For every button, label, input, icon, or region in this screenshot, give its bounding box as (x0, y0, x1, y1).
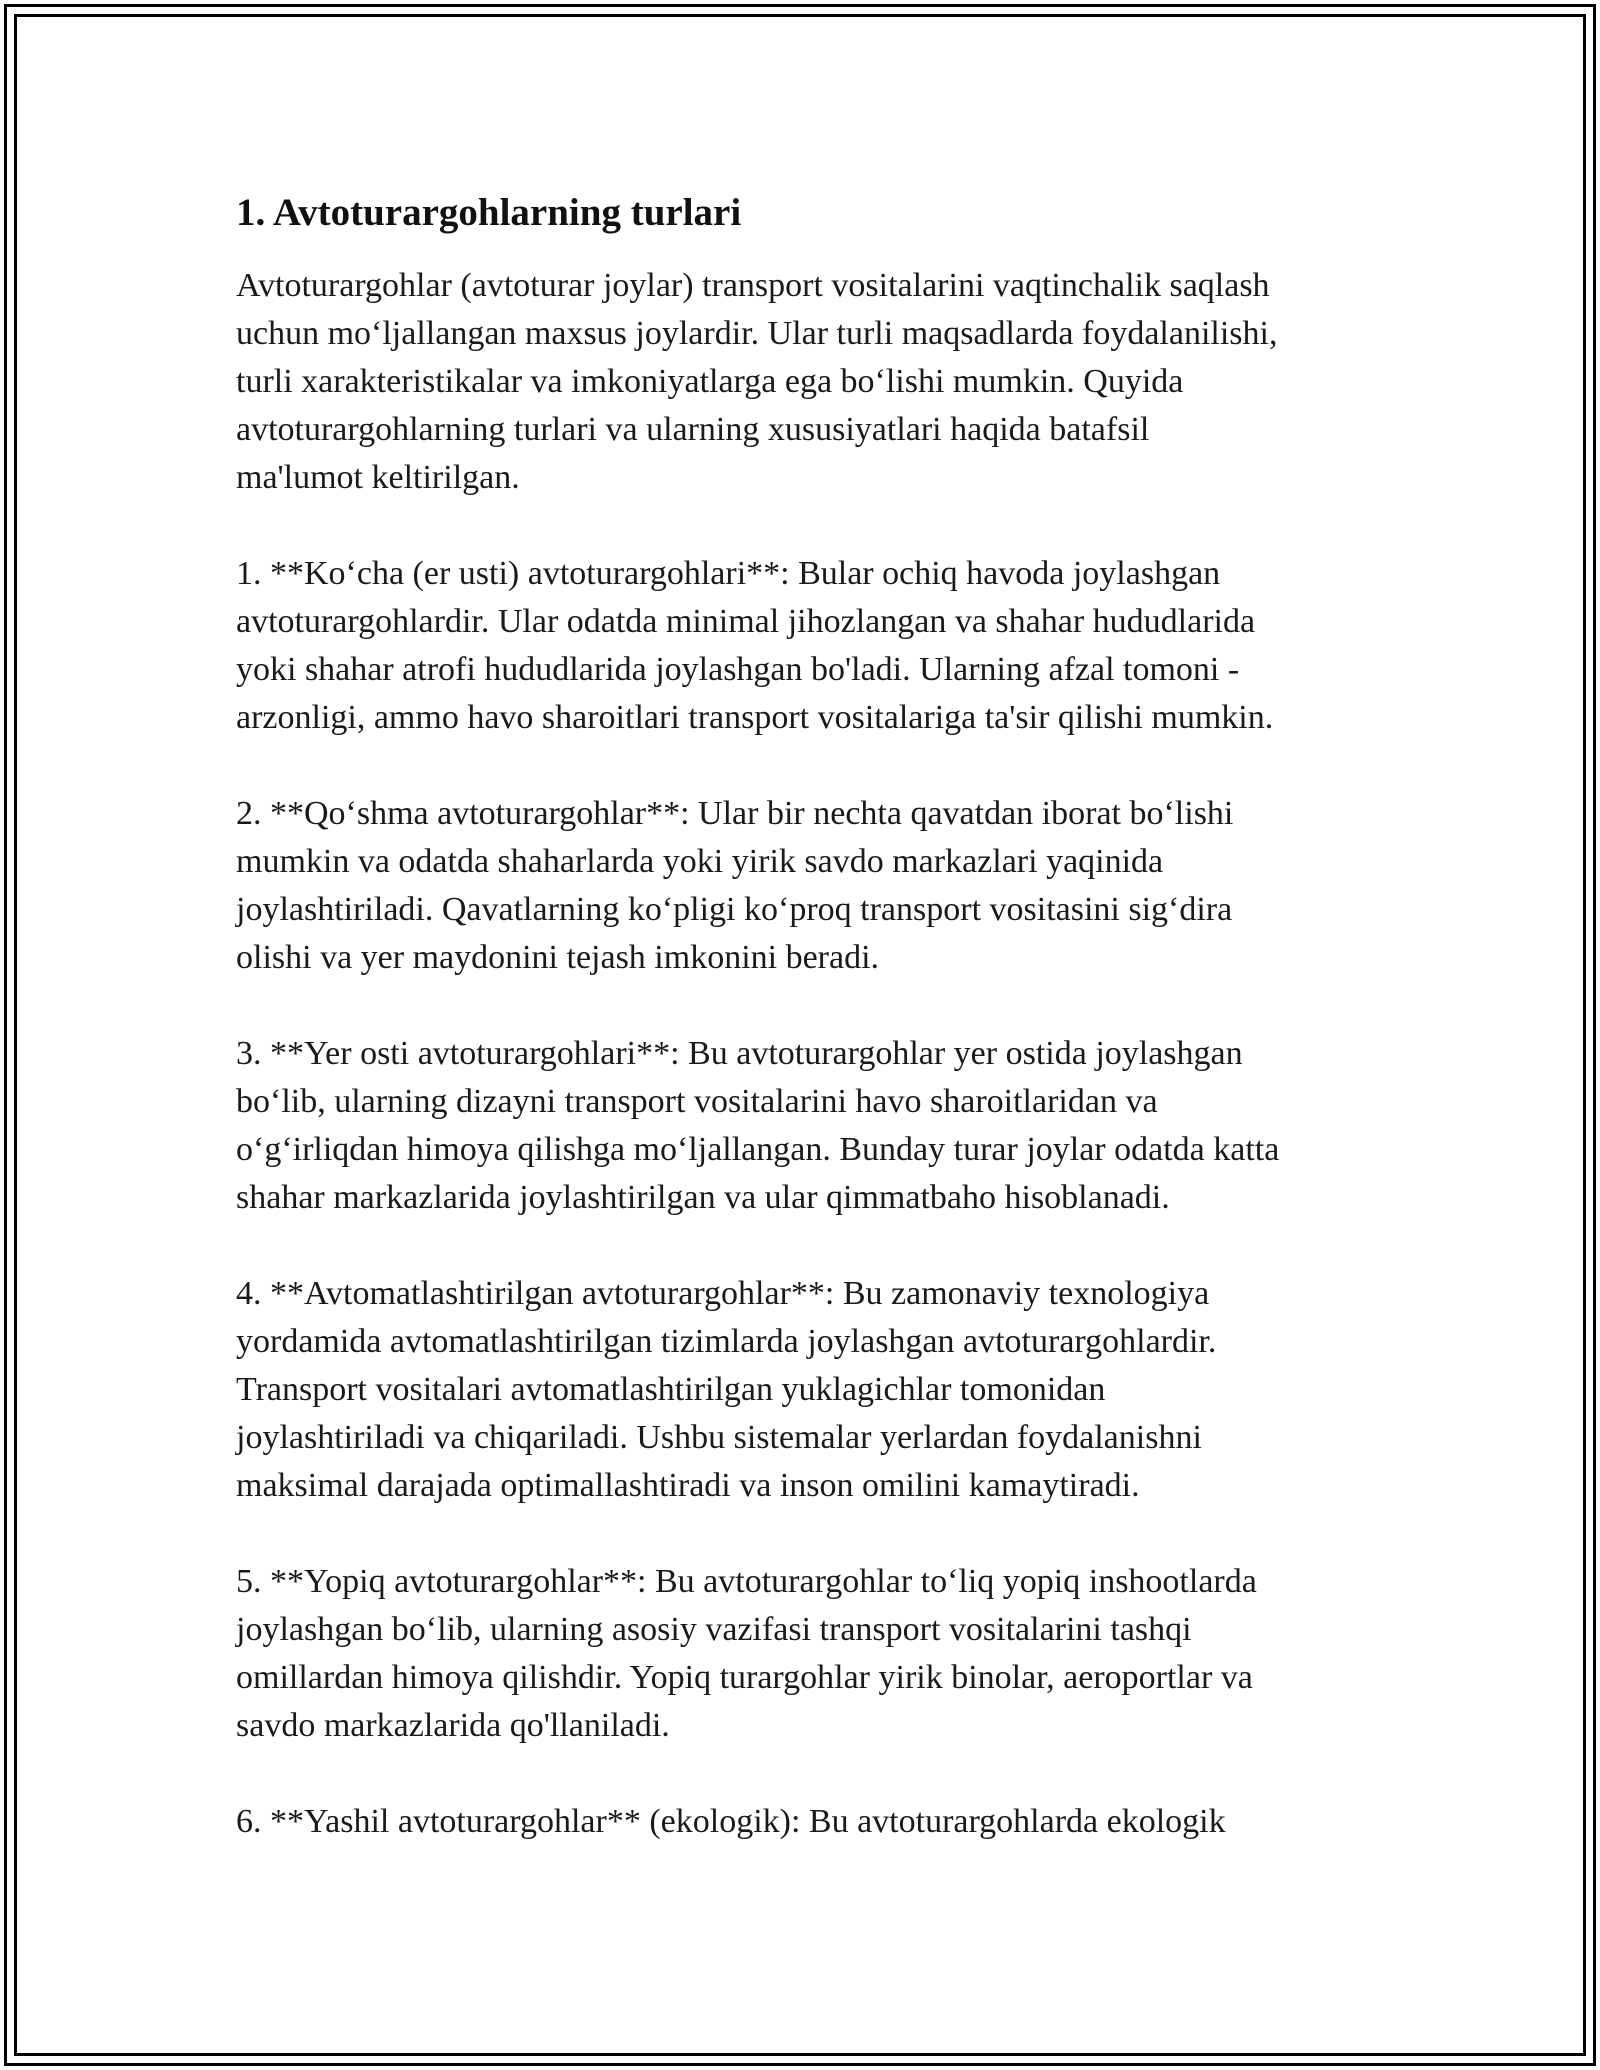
text-line: 3. **Yer osti avtoturargohlari**: Bu avtoturargohlar yer ostida joylashgan (236, 1035, 1243, 1072)
text-line: joylashtiriladi. Qavatlarning ko‘pligi ko‘proq transport vositasini sig‘dira (236, 891, 1233, 928)
list-item-4-paragraph (236, 1270, 1416, 1510)
text-line: joylashgan bo‘lib, ularning asosiy vazifasi transport vositalarini tashqi (236, 1611, 1192, 1648)
text-line: avtoturargohlardir. Ular odatda minimal jihozlangan va shahar hududlarida (236, 603, 1256, 640)
list-item-1-paragraph (236, 550, 1416, 742)
text-line: shahar markazlarida joylashtirilgan va ular qimmatbaho hisoblanadi. (236, 1179, 1170, 1216)
text-line: omillardan himoya qilishdir. Yopiq turargohlar yirik binolar, aeroportlar va (236, 1659, 1253, 1696)
text-line: bo‘lib, ularning dizayni transport vositalarini havo sharoitlaridan va (236, 1083, 1158, 1120)
text-line: 6. **Yashil avtoturargohlar** (ekologik): Bu avtoturargohlarda ekologik (236, 1803, 1226, 1840)
list-item-3-paragraph (236, 1030, 1416, 1222)
text-line: maksimal darajada optimallashtiradi va inson omilini kamaytiradi. (236, 1467, 1140, 1504)
text-line: 1. **Ko‘cha (er usti) avtoturargohlari**: Bular ochiq havoda joylashgan (236, 555, 1221, 592)
text-line: arzonligi, ammo havo sharoitlari transport vositalariga ta'sir qilishi mumkin. (236, 699, 1274, 736)
text-line: turli xarakteristikalar va imkoniyatlarga ega bo‘lishi mumkin. Quyida (236, 363, 1184, 400)
intro-paragraph (236, 262, 1416, 502)
text-line: mumkin va odatda shaharlarda yoki yirik savdo markazlari yaqinida (236, 843, 1164, 880)
text-line: uchun mo‘ljallangan maxsus joylardir. Ular turli maqsadlarda foydalanilishi, (236, 315, 1278, 352)
text-line: ma'lumot keltirilgan. (236, 459, 520, 496)
text-line: yoki shahar atrofi hududlarida joylashgan bo'ladi. Ularning afzal tomoni - (236, 651, 1240, 688)
text-line: joylashtiriladi va chiqariladi. Ushbu sistemalar yerlardan foydalanishni (236, 1419, 1202, 1456)
text-line: olishi va yer maydonini tejash imkonini beradi. (236, 939, 880, 976)
text-line: Transport vositalari avtomatlashtirilgan yuklagichlar tomonidan (236, 1371, 1106, 1408)
section-heading: 1. Avtoturargohlarning turlari (236, 191, 742, 234)
document-body (236, 188, 1416, 1894)
text-line: avtoturargohlarning turlari va ularning xususiyatlari haqida batafsil (236, 411, 1150, 448)
text-line: 5. **Yopiq avtoturargohlar**: Bu avtoturargohlar to‘liq yopiq inshootlarda (236, 1563, 1257, 1600)
list-item-5-paragraph (236, 1558, 1416, 1750)
list-item-2-paragraph (236, 790, 1416, 982)
text-line: 4. **Avtomatlashtirilgan avtoturargohlar**: Bu zamonaviy texnologiya (236, 1275, 1210, 1312)
text-line: Avtoturargohlar (avtoturar joylar) transport vositalarini vaqtinchalik saqlash (236, 267, 1270, 304)
text-line: o‘g‘irliqdan himoya qilishga mo‘ljallangan. Bunday turar joylar odatda katta (236, 1131, 1280, 1168)
list-item-6-paragraph (236, 1798, 1416, 1846)
text-line: yordamida avtomatlashtirilgan tizimlarda joylashgan avtoturargohlardir. (236, 1323, 1217, 1360)
text-line: 2. **Qo‘shma avtoturargohlar**: Ular bir nechta qavatdan iborat bo‘lishi (236, 795, 1234, 832)
text-line: savdo markazlarida qo'llaniladi. (236, 1707, 670, 1744)
